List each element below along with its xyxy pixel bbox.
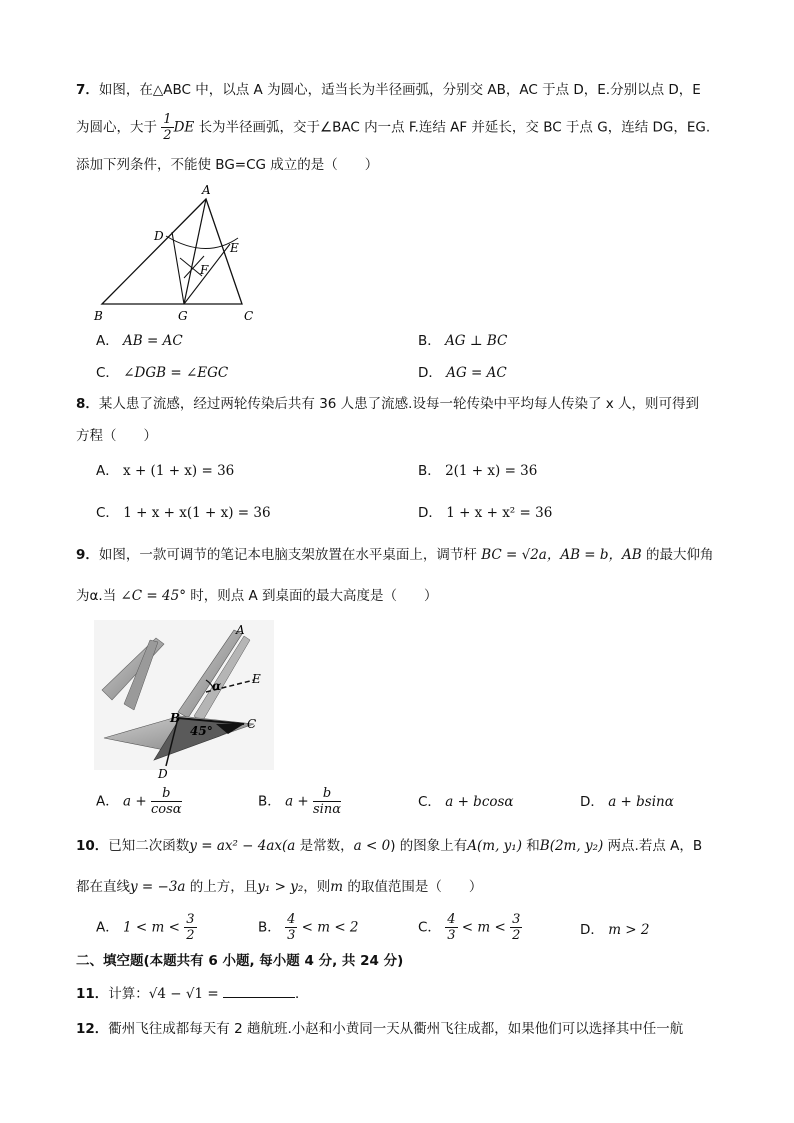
q8-text-1: 某人患了流感，经过两轮传染后共有 36 人患了流感.设每一轮传染中平均每人传染了 x 人，则可得到 (98, 396, 700, 412)
q10-option-a[interactable]: A． 1 < m < $\frac{3}{2}$ (96, 912, 195, 943)
q7-option-a[interactable]: A． AB = AC (96, 333, 183, 349)
q11-number: 11． (76, 986, 109, 1002)
q7-option-b[interactable]: B． AG ⊥ BC (418, 333, 508, 349)
q7-label-c: C (244, 309, 254, 323)
q9-label-d: D (158, 767, 168, 781)
q12-line: 12．衢州飞往成都每天有 2 趟航班.小赵和小黄同一天从衢州飞往成都，如果他们可以选择其中任一航 (76, 1021, 684, 1037)
q8-line-2 (76, 426, 157, 446)
q9-label-b: B (170, 711, 181, 725)
q9-option-b[interactable]: B． a + $\frac{b}{\sin\alpha}$ (258, 786, 341, 817)
q8-text-2: 方程（ ） (76, 428, 157, 444)
q9-text-2a: 为α.当 (76, 588, 121, 604)
q7-line-3 (76, 155, 378, 175)
q9-option-d[interactable]: D． a + bsinα (580, 794, 674, 810)
q7-text-2b: 长为半径画弧，交于∠BAC 内一点 F.连结 AF 并延长，交 BC 于点 G，连结 DG，EG. (198, 119, 711, 136)
section-2-heading: 二、填空题(本题共有 6 小题, 每小题 4 分, 共 24 分) (76, 953, 404, 969)
q8-option-c[interactable]: C． 1 + x + x(1 + x) = 36 (96, 505, 271, 521)
q10-func: y = ax² − 4ax(a (189, 838, 296, 854)
q8-option-a[interactable]: A． x + (1 + x) = 36 (96, 463, 235, 479)
q10-line-1: 10．已知二次函数y = ax² − 4ax(a 是常数，a < 0) 的图象上有A(m, y₁) 和B(2m, y₂) 两点.若点 A，B (76, 838, 703, 854)
q10-text-1b: 是常数， (295, 838, 354, 854)
q9-number: 9． (76, 547, 99, 563)
q7-text-3: 添加下列条件，不能使 BG=CG 成立的是（ ） (76, 157, 379, 173)
q7-fraction: $\frac{1}{2}$ (163, 112, 172, 143)
q9-label-a: A (236, 623, 245, 637)
q9-option-c[interactable]: C． a + bcosα (418, 794, 514, 810)
q10-line-2: 都在直线y = −3a 的上方，且y₁ > y₂，则m 的取值范围是（ ） (76, 879, 483, 895)
q12-number: 12． (76, 1021, 109, 1037)
q7-label-f: F (200, 263, 209, 277)
q10-option-b[interactable]: B． $\frac{4}{3}$ < m < 2 (258, 912, 359, 943)
q9-line-1 (76, 545, 714, 565)
q7-triangle-figure (92, 182, 264, 324)
q7-line-2 (76, 112, 710, 143)
q9-laptop-stand-figure (94, 620, 274, 782)
q9-label-c: C (247, 717, 257, 731)
q10-number: 10． (76, 838, 109, 854)
q7-de: DE (173, 119, 195, 136)
q8-line-1 (76, 394, 699, 414)
q7-label-a: A (202, 183, 211, 197)
q7-label-b: B (94, 309, 103, 323)
q9-text-1a: 如图，一款可调节的笔记本电脑支架放置在水平桌面上，调节杆 (98, 547, 482, 563)
q10-option-d[interactable]: D． m > 2 (580, 922, 650, 938)
q9-condition: BC = √2a，AB = b，AB (481, 547, 642, 563)
q7-label-e: E (230, 241, 239, 255)
q10-option-c[interactable]: C． $\frac{4}{3}$ < m < $\frac{3}{2}$ (418, 912, 521, 943)
q9-line-2 (76, 586, 438, 606)
q9-angle: ∠C = 45° (120, 588, 186, 604)
q11-line: 11．计算：√4 − √1 = ． (76, 983, 308, 1004)
q7-option-c[interactable]: C． ∠DGB = ∠EGC (96, 365, 229, 381)
q8-number: 8． (76, 396, 99, 412)
q10-text-1a: 已知二次函数 (108, 838, 190, 854)
q9-text-1b: 的最大仰角 (641, 547, 714, 563)
q9-text-2b: 时，则点 A 到桌面的最大高度是（ ） (185, 588, 438, 604)
q9-label-alpha: α (212, 679, 222, 693)
q7-text-1: 如图，在△ABC 中，以点 A 为圆心，适当长为半径画弧，分别交 AB，AC 于点 D，E.分别以点 D，E (98, 82, 701, 98)
q7-text-2a: 为圆心，大于 (76, 119, 157, 136)
q8-option-d[interactable]: D． 1 + x + x² = 36 (418, 505, 553, 521)
q7-number: 7． (76, 82, 99, 98)
q7-line-1 (76, 80, 701, 100)
q7-option-d[interactable]: D． AG = AC (418, 365, 507, 381)
q8-option-b[interactable]: B． 2(1 + x) = 36 (418, 463, 538, 479)
q9-label-45: 45° (190, 724, 213, 738)
q9-label-e: E (252, 672, 261, 686)
q7-label-g: G (178, 309, 188, 323)
q9-option-a[interactable]: A． a + $\frac{b}{\cos\alpha}$ (96, 786, 182, 817)
q7-label-d: D (154, 229, 164, 243)
q11-answer-blank[interactable] (223, 983, 295, 998)
